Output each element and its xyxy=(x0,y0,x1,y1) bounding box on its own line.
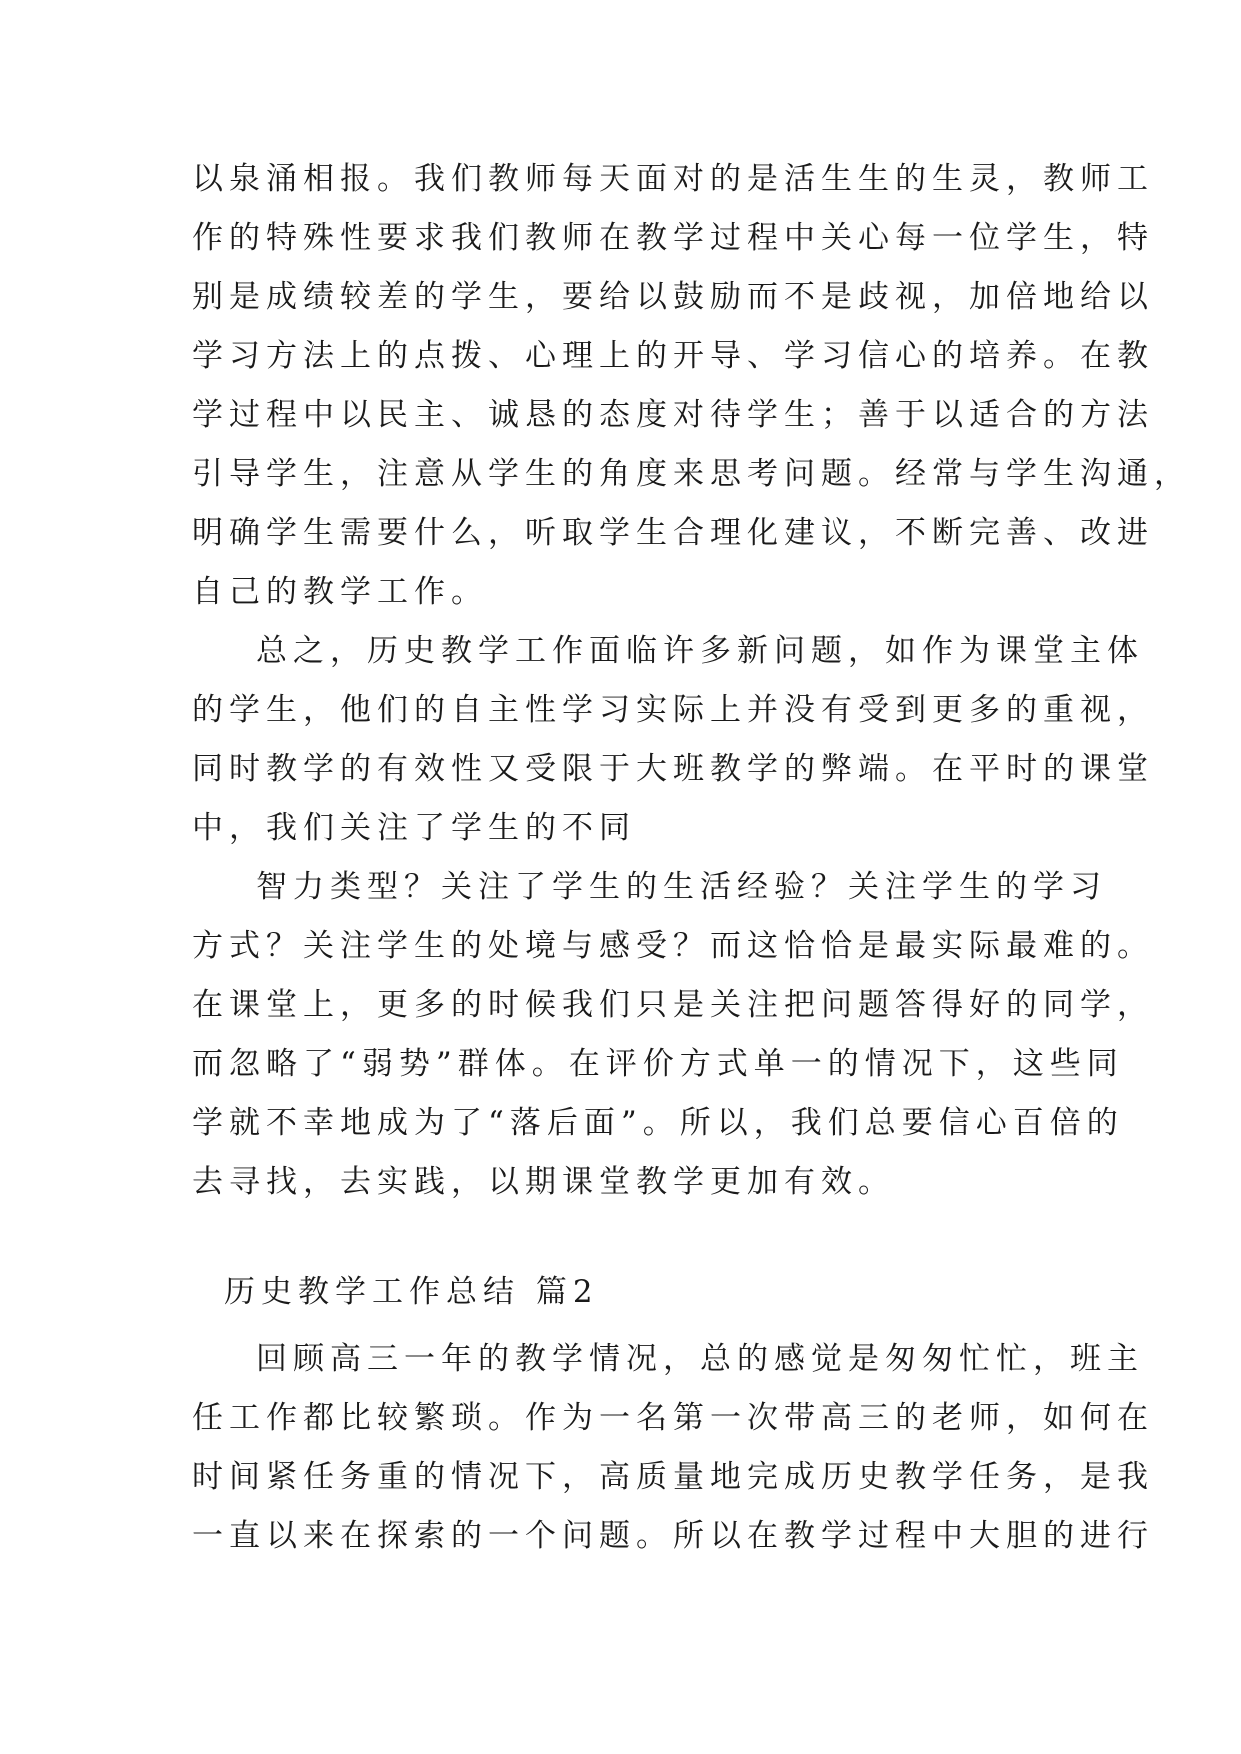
paragraph-line: 一直以来在探索的一个问题。所以在教学过程中大胆的进行 xyxy=(192,1518,1154,1554)
body-text-block-2 xyxy=(192,1330,1154,1566)
paragraph-line: 方式？关注学生的处境与感受？而这恰恰是最实际最难的。 xyxy=(192,928,1154,964)
body-text-block-1 xyxy=(192,150,1191,1212)
paragraph-line: 明确学生需要什么，听取学生合理化建议，不断完善、改进 xyxy=(192,515,1154,551)
paragraph-line: 学习方法上的点拨、心理上的开导、学习信心的培养。在教 xyxy=(192,338,1154,374)
paragraph-line: 自己的教学工作。 xyxy=(192,574,488,610)
paragraph-line: 的学生，他们的自主性学习实际上并没有受到更多的重视， xyxy=(192,692,1154,728)
paragraph-line: 智力类型？关注了学生的生活经验？关注学生的学习 xyxy=(256,869,1107,905)
paragraph-line: 同时教学的有效性又受限于大班教学的弊端。在平时的课堂 xyxy=(192,751,1154,787)
paragraph-line: 学过程中以民主、诚恳的态度对待学生；善于以适合的方法 xyxy=(192,397,1154,433)
paragraph-line: 回顾高三一年的教学情况，总的感觉是匆匆忙忙，班主 xyxy=(256,1341,1144,1377)
section-heading-block xyxy=(192,1263,1052,1322)
paragraph-line: 别是成绩较差的学生，要给以鼓励而不是歧视，加倍地给以 xyxy=(192,279,1154,315)
paragraph-line: 以泉涌相报。我们教师每天面对的是活生生的生灵，教师工 xyxy=(192,161,1154,197)
paragraph-line: 引导学生，注意从学生的角度来思考问题。经常与学生沟通， xyxy=(192,456,1191,492)
paragraph-line: 学就不幸地成为了“落后面”。所以，我们总要信心百倍的 xyxy=(192,1105,1124,1141)
paragraph-line: 总之，历史教学工作面临许多新问题，如作为课堂主体 xyxy=(256,633,1144,669)
section-heading: 历史教学工作总结 篇2 xyxy=(224,1274,599,1310)
paragraph-line: 而忽略了“弱势”群体。在评价方式单一的情况下，这些同 xyxy=(192,1046,1124,1082)
paragraph-line: 时间紧任务重的情况下，高质量地完成历史教学任务，是我 xyxy=(192,1459,1154,1495)
paragraph-line: 任工作都比较繁琐。作为一名第一次带高三的老师，如何在 xyxy=(192,1400,1154,1436)
paragraph-line: 作的特殊性要求我们教师在教学过程中关心每一位学生，特 xyxy=(192,220,1154,256)
paragraph-line: 去寻找，去实践，以期课堂教学更加有效。 xyxy=(192,1164,895,1200)
paragraph-line: 中，我们关注了学生的不同 xyxy=(192,810,636,846)
paragraph-line: 在课堂上，更多的时候我们只是关注把问题答得好的同学， xyxy=(192,987,1154,1023)
